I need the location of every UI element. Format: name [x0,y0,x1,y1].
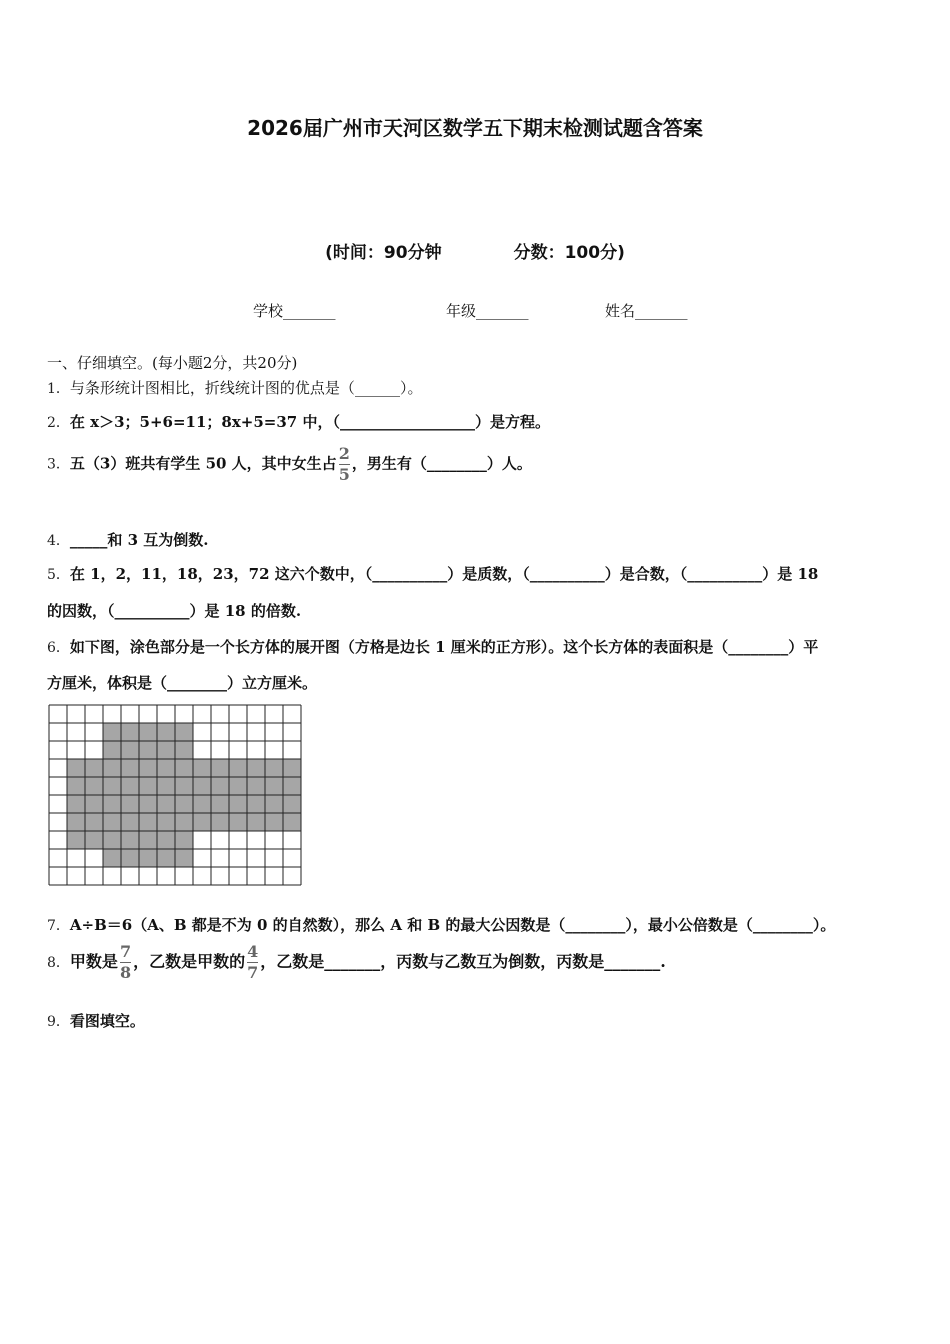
shaded-cell [193,813,211,831]
question-8 [47,944,666,981]
question-number: 9． [47,1014,70,1030]
question-number: 3． [47,456,70,473]
fraction-numerator: 2 [338,444,350,463]
shaded-cell [157,831,175,849]
shaded-cell [121,795,139,813]
answer-blank: __________________ [339,413,475,431]
shaded-cell [139,849,157,867]
name-field: 姓名_______ [605,302,688,320]
question-text: ，乙数是甲数的 [133,952,246,971]
shaded-cell [175,759,193,777]
answer-blank: _____ [69,531,108,549]
section-heading: 一、仔细填空。(每小题2分，共20分) [47,354,298,372]
shaded-cell [265,795,283,813]
shaded-cell [121,723,139,741]
question-5 [47,563,818,584]
shaded-cell [265,777,283,795]
question-number: 6． [47,640,70,656]
question-text: ，乙数是_______，丙数与乙数互为倒数，丙数是_______. [260,952,666,971]
shaded-cell [85,795,103,813]
question-7 [47,914,835,935]
shaded-cell [265,759,283,777]
shaded-cell [139,759,157,777]
shaded-cell [121,849,139,867]
shaded-cell [175,741,193,759]
fraction-denominator: 5 [338,465,350,484]
question-3 [47,446,532,483]
question-4 [47,529,209,550]
shaded-cell [103,777,121,795]
fraction-numerator: 7 [119,942,132,961]
shaded-cell [139,777,157,795]
shaded-cell [175,723,193,741]
question-9 [47,1010,145,1031]
question-number: 1． [47,381,70,397]
shaded-cell [121,759,139,777]
answer-blank: ______ [354,379,400,397]
shaded-cell [247,813,265,831]
question-number: 2． [47,415,70,431]
shaded-cell [211,759,229,777]
shaded-cell [211,777,229,795]
shaded-cell [175,795,193,813]
shaded-cell [157,849,175,867]
shaded-cell [67,813,85,831]
fraction [339,446,350,483]
question-text: 甲数是 [69,952,118,971]
exam-score: 分数：100分) [513,243,625,263]
shaded-cell [229,795,247,813]
shaded-cell [67,831,85,849]
fraction-denominator: 8 [119,963,132,982]
question-text: 五（3）班共有学生 50 人，其中女生占 [69,454,337,473]
shaded-cell [229,777,247,795]
shaded-cell [283,795,301,813]
shaded-cell [139,831,157,849]
question-number: 7． [47,918,70,934]
question-text: ）人。 [486,454,532,473]
question-1 [47,377,422,398]
shaded-cell [247,759,265,777]
answer-blank: ________ [426,454,487,473]
shaded-cell [157,795,175,813]
shaded-cell [103,813,121,831]
question-text: A÷B＝6（A、B 都是不为 0 的自然数），那么 A 和 B 的最大公因数是（________），最小公倍数是（________）。 [69,916,836,934]
shaded-cell [283,777,301,795]
shaded-cell [121,741,139,759]
shaded-cell [247,795,265,813]
fraction-numerator: 4 [247,942,259,961]
question-text: 和 3 互为倒数. [107,531,209,549]
shaded-cell [139,723,157,741]
shaded-cell [103,831,121,849]
shaded-cell [175,831,193,849]
shaded-cell [121,777,139,795]
question-text: 如下图，涂色部分是一个长方体的展开图（方格是边长 1 厘米的正方形）。这个长方体的表面积是（________）平 [69,638,819,656]
cuboid-net-grid [48,704,302,888]
school-field: 学校_______ [253,302,336,320]
shaded-cell [67,777,85,795]
shaded-cell [157,777,175,795]
shaded-cell [283,813,301,831]
shaded-cell [157,741,175,759]
shaded-cell [175,777,193,795]
fraction [120,944,131,981]
shaded-cell [139,795,157,813]
shaded-cell [85,813,103,831]
shaded-cell [193,795,211,813]
question-number: 4． [47,533,70,549]
question-text: ，男生有（ [351,454,427,473]
shaded-cell [139,741,157,759]
question-5-continued: 的因数，（__________）是 18 的倍数. [47,602,302,620]
question-text: 在 1，2，11，18，23，72 这六个数中，（__________）是质数，（__________）是合数，（__________）是 18 [69,565,819,583]
shaded-cell [139,813,157,831]
shaded-cell [211,795,229,813]
fraction [247,944,258,981]
shaded-cell [103,795,121,813]
shaded-cell [211,813,229,831]
shaded-cell [121,813,139,831]
shaded-cell [85,831,103,849]
shaded-cell [67,795,85,813]
shaded-cell [157,759,175,777]
question-2 [47,411,550,432]
shaded-cell [283,759,301,777]
shaded-cell [175,813,193,831]
shaded-cell [193,777,211,795]
shaded-cell [103,723,121,741]
grade-field: 年级_______ [446,302,529,320]
question-6-continued: 方厘米，体积是（________）立方厘米。 [47,674,318,692]
question-6 [47,636,818,657]
question-text: ）是方程。 [474,413,550,431]
question-number: 8． [47,955,70,971]
question-text: ）。 [399,379,423,397]
shaded-cell [85,759,103,777]
shaded-cell [85,777,103,795]
shaded-cell [157,723,175,741]
shaded-cell [157,813,175,831]
shaded-cell [175,849,193,867]
shaded-cell [103,849,121,867]
shaded-cell [103,759,121,777]
shaded-cell [229,759,247,777]
exam-time: (时间：90分钟 [325,243,442,263]
shaded-cell [193,759,211,777]
question-text: 在 x＞3；5+6=11；8x+5=37 中，（ [69,413,340,431]
question-number: 5． [47,567,70,583]
shaded-cell [67,759,85,777]
page-title: 2026届广州市天河区数学五下期末检测试题含答案 [247,116,703,140]
shaded-cell [247,777,265,795]
fraction-denominator: 7 [247,963,259,982]
shaded-cell [265,813,283,831]
question-text: 与条形统计图相比，折线统计图的优点是（ [69,379,355,397]
shaded-cell [103,741,121,759]
shaded-cell [121,831,139,849]
question-text: 看图填空。 [69,1012,145,1030]
exam-meta [0,238,950,263]
shaded-cell [229,813,247,831]
